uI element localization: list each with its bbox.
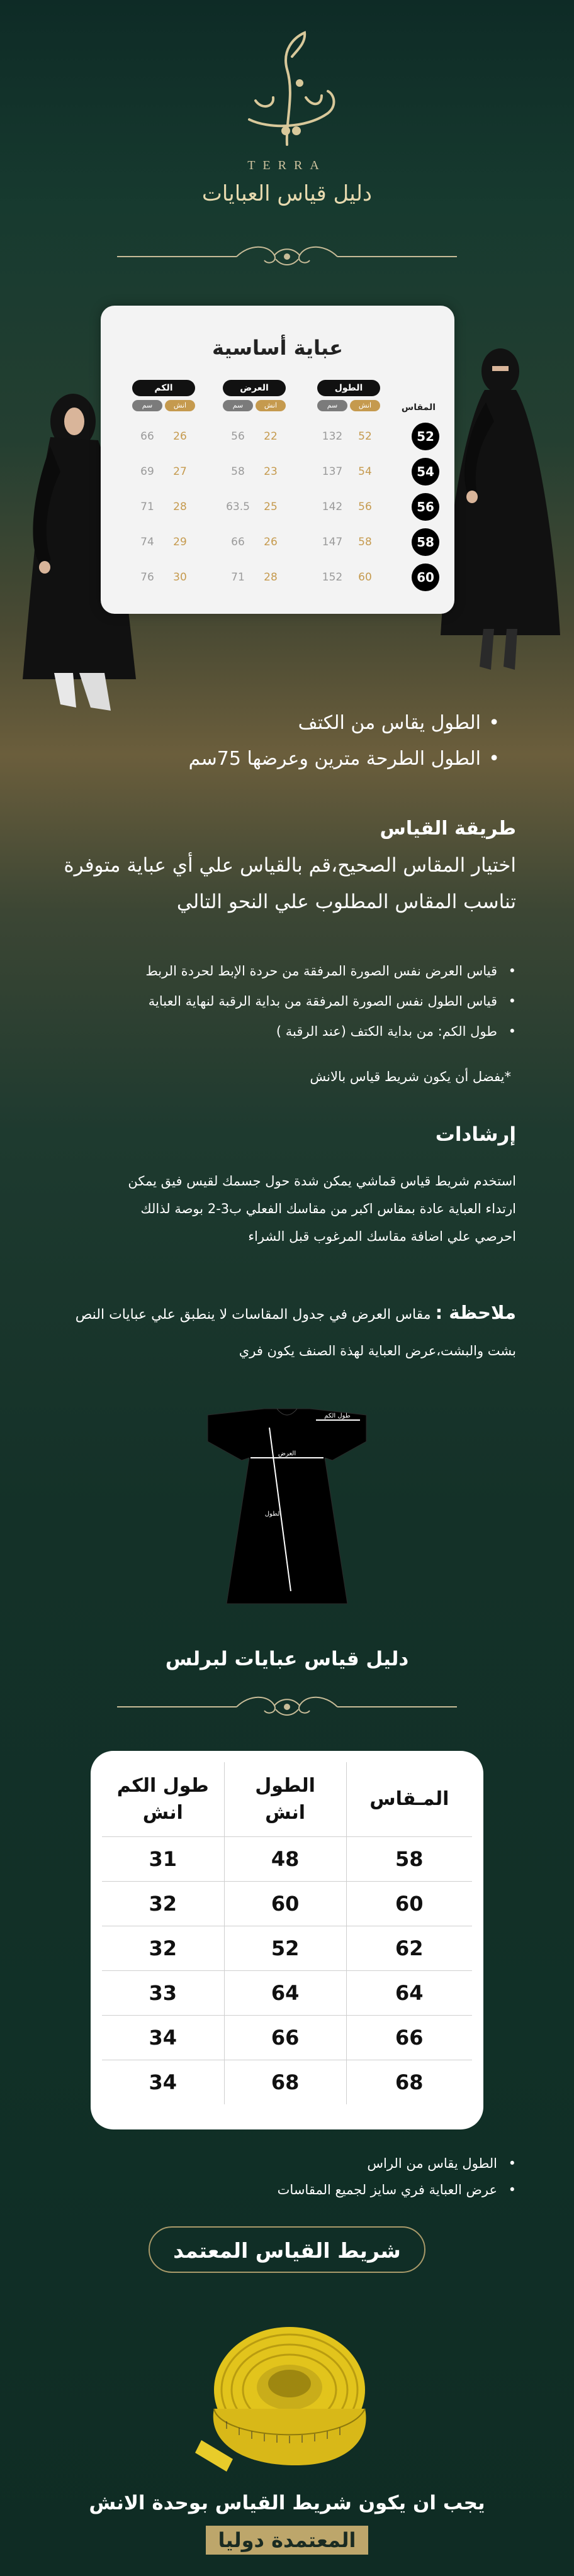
table-cell: 68 xyxy=(346,2060,472,2105)
table-cell: 137 xyxy=(322,465,343,478)
table-cell: 63.5 xyxy=(226,501,250,513)
table-cell: 32 xyxy=(102,1926,224,1971)
burlas-size-table xyxy=(94,1755,480,2126)
divider-ornament-2 xyxy=(0,1694,574,1719)
length-header: الطول xyxy=(317,380,380,396)
list-item: • قياس العرض نفس الصورة المرفقة من حردة الإبط لحردة الربط xyxy=(145,963,497,979)
divider-ornament xyxy=(0,244,574,269)
logo-latin: TERRA xyxy=(247,158,327,172)
size-badge: 56 xyxy=(412,493,439,521)
burlas-sleeve-header: طول الكم انش xyxy=(102,1762,224,1837)
table-cell: 58 xyxy=(358,536,372,548)
table-cell: 56 xyxy=(231,430,245,443)
footer-line-2-wrap xyxy=(0,2528,574,2552)
footer-line-1: يجب ان يكون شريط القياس بوحدة الانش xyxy=(89,2492,485,2514)
width-cm-header: سم xyxy=(223,400,253,411)
table-cell: 34 xyxy=(102,2060,224,2105)
table-row xyxy=(102,1926,472,1971)
table-cell: 27 xyxy=(173,465,187,478)
table-cell: 56 xyxy=(358,501,372,513)
table-cell: 60 xyxy=(346,1882,472,1926)
table-cell: 66 xyxy=(231,536,245,548)
table-cell: 76 xyxy=(140,571,154,584)
table-cell: 48 xyxy=(224,1837,346,1882)
table-cell: 68 xyxy=(224,2060,346,2105)
table-cell: 26 xyxy=(264,536,278,548)
table-cell: 54 xyxy=(358,465,372,478)
table-cell: 147 xyxy=(322,536,343,548)
table-cell: 33 xyxy=(102,1971,224,2016)
table-cell: 58 xyxy=(231,465,245,478)
basic-table-title: عباية أساسية xyxy=(212,336,343,360)
table-row xyxy=(102,1837,472,1882)
note-line-2: بشت والبشت،عرض العباية لهذة الصنف يكون فري xyxy=(239,1343,516,1358)
table-row xyxy=(102,1882,472,1926)
table-cell: 28 xyxy=(173,501,187,513)
table-cell: 132 xyxy=(322,430,343,443)
size-badge: 60 xyxy=(412,564,439,591)
list-item: • طول الكم: من بداية الكتف (عند الرقبة ) xyxy=(145,1024,497,1039)
brand-logo xyxy=(0,25,574,173)
sleeve-inch-header: انش xyxy=(165,400,195,411)
length-cm-header: سم xyxy=(317,400,347,411)
table-cell: 66 xyxy=(346,2016,472,2060)
burlas-size-header: المـقاس xyxy=(346,1762,472,1837)
note-label: ملاحظة : xyxy=(435,1302,516,1323)
burlas-title: دليل قياس عبايات لبرلس xyxy=(165,1648,409,1670)
list-item: • عرض العباية فري سايز لجميع المقاسات xyxy=(278,2182,497,2197)
size-badge: 54 xyxy=(412,458,439,486)
burlas-table xyxy=(102,1762,472,2104)
table-cell: 66 xyxy=(224,2016,346,2060)
table-cell: 62 xyxy=(346,1926,472,1971)
table-cell: 69 xyxy=(140,465,154,478)
guidance-line-1: استخدم شريط قياس قماشي يمكن شدة حول جسمك لقيس فيق يمكن xyxy=(128,1174,516,1189)
list-item: • قياس الطول نفس الصورة المرفقة من بداية الرقبة لنهاية العباية xyxy=(145,994,497,1009)
list-item: • الطول يقاس من الراس xyxy=(278,2156,497,2171)
table-cell: 71 xyxy=(140,501,154,513)
table-cell: 28 xyxy=(264,571,278,584)
table-cell: 34 xyxy=(102,2016,224,2060)
table-row xyxy=(102,1971,472,2016)
abaya-measure-diagram xyxy=(201,1402,373,1610)
logo-mark xyxy=(211,25,363,157)
method-tip: *يفضل أن يكون شريط قياس بالانش xyxy=(310,1069,511,1084)
length-inch-header: انش xyxy=(350,400,380,411)
footer-line-2: المعتمدة دوليا xyxy=(206,2526,369,2555)
table-cell: 31 xyxy=(102,1837,224,1882)
size-column-header: المقاس xyxy=(401,402,436,413)
table-cell: 30 xyxy=(173,571,187,584)
sleeve-cm-header: سم xyxy=(132,400,162,411)
table-cell: 60 xyxy=(224,1882,346,1926)
table-cell: 152 xyxy=(322,571,343,584)
width-inch-header: انش xyxy=(256,400,286,411)
list-item: • الطول يقاس من الكتف xyxy=(189,712,481,734)
diagram-width-label: العرض xyxy=(278,1450,296,1457)
table-cell: 23 xyxy=(264,465,278,478)
method-intro-1: اختيار المقاس الصحيح،قم بالقياس علي أي عباية متوفرة xyxy=(64,854,516,877)
approved-tape-button[interactable]: شريط القياس المعتمد xyxy=(149,2226,425,2273)
method-heading: طريقة القياس xyxy=(380,818,516,840)
table-cell: 74 xyxy=(140,536,154,548)
guidance-heading: إرشادات xyxy=(435,1123,516,1146)
table-cell: 22 xyxy=(264,430,278,443)
table-cell: 142 xyxy=(322,501,343,513)
table-cell: 64 xyxy=(224,1971,346,2016)
table-cell: 29 xyxy=(173,536,187,548)
diagram-sleeve-label: طول الكم xyxy=(324,1413,351,1419)
burlas-notes xyxy=(278,2156,497,2197)
diagram-length-label: الطول xyxy=(264,1511,282,1518)
table-row xyxy=(102,2016,472,2060)
table-cell: 58 xyxy=(346,1837,472,1882)
table-cell: 71 xyxy=(231,571,245,584)
list-item: • الطول الطرحة مترين وعرضها 75سم xyxy=(189,748,481,770)
table-cell: 66 xyxy=(140,430,154,443)
table-row xyxy=(102,2060,472,2105)
size-badge: 52 xyxy=(412,423,439,450)
size-badge: 58 xyxy=(412,528,439,556)
table-cell: 60 xyxy=(358,571,372,584)
table-cell: 32 xyxy=(102,1882,224,1926)
method-items xyxy=(145,963,497,1039)
table-cell: 52 xyxy=(358,430,372,443)
guidance-line-2: ارتداء العباية عادة بمقاس اكبر من مقاسك الفعلي ب3-2 بوصة لذالك xyxy=(140,1201,516,1216)
width-header: العرض xyxy=(223,380,286,396)
burlas-length-header: الطول انش xyxy=(224,1762,346,1837)
note-text-1: مقاس العرض في جدول المقاسات لا ينطبق علي عبايات النص xyxy=(75,1307,431,1323)
table-cell: 52 xyxy=(224,1926,346,1971)
guidance-line-3: احرصي علي اضافة مقاسك المرغوب قبل الشراء xyxy=(248,1229,516,1244)
method-intro-2: تناسب المقاس المطلوب علي النحو التالي xyxy=(176,891,516,913)
tape-measure-image xyxy=(189,2296,384,2484)
top-notes xyxy=(189,712,481,770)
page-title: دليل قياس العبايات xyxy=(201,181,373,206)
basic-size-table xyxy=(101,306,454,614)
note-line-1 xyxy=(76,1302,516,1323)
table-cell: 64 xyxy=(346,1971,472,2016)
sleeve-header: الكم xyxy=(132,380,195,396)
table-cell: 26 xyxy=(173,430,187,443)
table-cell: 25 xyxy=(264,501,278,513)
